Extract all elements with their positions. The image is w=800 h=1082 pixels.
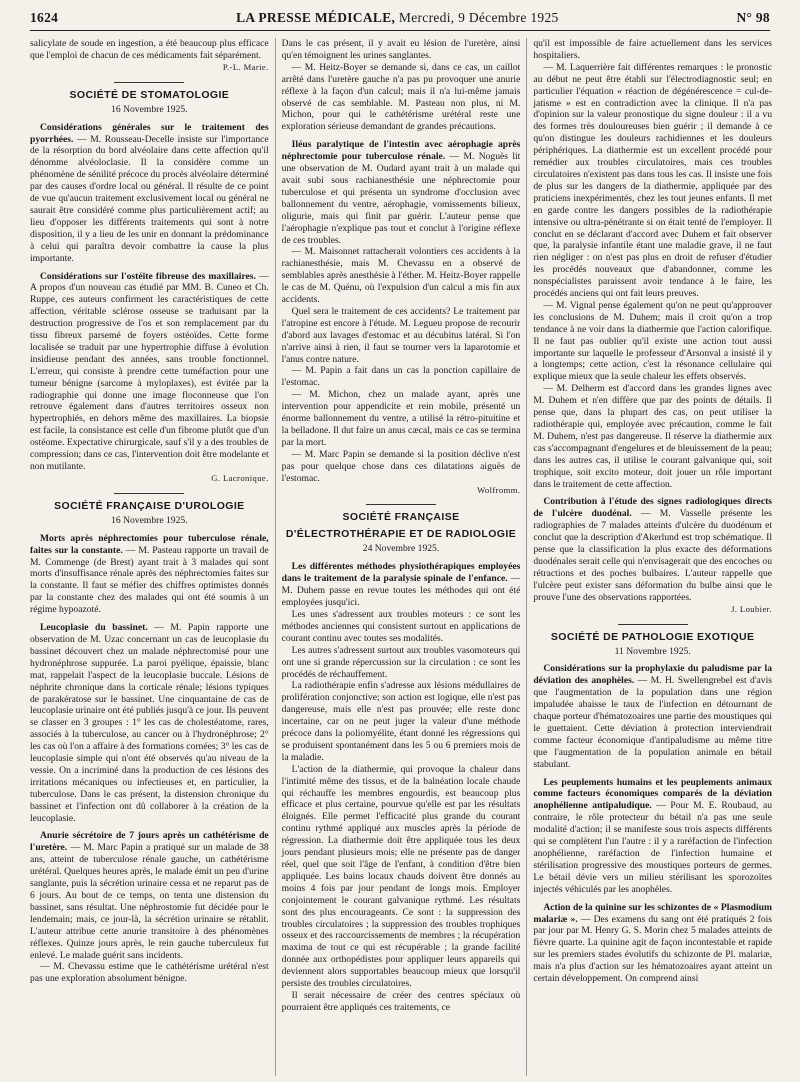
section-date: 16 Novembre 1925. xyxy=(111,103,188,115)
subheading: Iléus paralytique de l'intestin avec aérophagie après néphrectomie pour tuberculose rénale. xyxy=(281,139,521,163)
subheading: Leucoplasie du bassinet. xyxy=(40,622,148,634)
paragraph xyxy=(30,830,269,961)
section-date: 24 Novembre 1925. xyxy=(362,543,440,555)
paragraph: — M. Papin a fait dans un cas la ponction capillaire de l'estomac. xyxy=(281,365,521,389)
paragraph xyxy=(30,533,269,616)
paragraph: — M. Marc Papin se demande si la position déclive n'est pas pour quelque chose dans ces dilatations aiguës de l'estomac. xyxy=(281,448,521,484)
signature: G. Lacronique. xyxy=(211,472,269,483)
journal-name: LA PRESSE MÉDICALE, xyxy=(236,10,396,25)
column-right xyxy=(526,38,772,1076)
paragraph: Les autres s'adressent surtout aux troubles vasomoteurs qui ont une si grande répercussion sur la circulation : ce sont les procédés de réchauffement. xyxy=(281,644,521,680)
paragraph-body: — Des examens du sang ont été pratiqués 2 fois par jour par M. Henry G. S. Morin chez 5 malades atteints de fièvre quarte. La quinine agit de façon incontestable et rapide sur les premiers stades évolutifs du schizonte de Pl. malariæ, mais n'a plus d'action sur les hématozoaires ayant atteint un certain développement. On comprend ainsi xyxy=(533,913,772,985)
paragraph-body: — Pour M. E. Roubaud, au contraire, le rôle protecteur du bétail n'a pas une seule modalité d'action; il se manifeste sous trois aspects différents qui se complètent l'un l'autre : il y a raréfaction de l'infection anophélienne, raréfaction de l'infection humaine et stérilisation progressive des moustiques porteurs de germes. Le bétail dévie vers un milieu stérilisant les sporozoïtes injectés véhiculés par les anophèles. xyxy=(533,800,772,895)
signature: J. Loubier. xyxy=(731,603,772,614)
journal-title-line xyxy=(236,10,559,26)
subheading: Action de la quinine sur les schizontes de « Plasmodium malariæ ». xyxy=(533,901,772,925)
page-number: 1624 xyxy=(30,10,59,25)
paragraph: Dans le cas présent, il y avait eu lésion de l'uretère, ainsi qu'en témoignent les urines sanglantes. xyxy=(281,38,521,61)
paragraph-body: — M. Rousseau-Decelle insiste sur l'importance de la résorption du bord alvéolaire dans cette affection qu'il dénomme alvéoloclasie. Il la considère comme un phénomène de sénilité précoce du procès alvéolaire déterminé par des causes d'ordre local ou général. Il résulte de ce point de vue qu'aucun traitement exclusivement local ou général ne saurait être considéré comme plus particulièrement actif; au lieu d'opposer les différents traitements qui sont à notre disposition, il y a lieu de les unir en donnant la prédominance à celui qui paraîtra devoir combattre la cause la plus importante. xyxy=(30,133,269,264)
paragraph: — M. Heitz-Boyer se demande si, dans ce cas, un caillot arrêté dans l'uretère gauche n'a pas pu provoquer une anurie réflexe à la façon d'un calcul; mais il n'a lui-même jamais observé de cas semblable. M. Pasteau non plus, ni M. Michon, pour qui le cathétérisme urétéral reste une exploration sérieuse demandant de grandes précautions. xyxy=(281,61,521,133)
subheading: Les différentes méthodes physiothérapiques employées dans le traitement de la paralysie spinale de l'enfance. xyxy=(281,561,521,585)
paragraph-body: — M. Duhem passe en revue toutes les méthodes qui ont été employées jusqu'ici. xyxy=(281,573,521,609)
section-title: SOCIÉTÉ DE STOMATOLOGIE xyxy=(69,88,230,101)
paragraph: qu'il est impossible de faire actuellement dans les services hospitaliers. xyxy=(533,38,772,61)
paragraph: — M. Michon, chez un malade ayant, après une intervention pour appendicite et rein mobile, présenté un énorme ballonnement du ventre, a utilisé la rétro-pituitine et la belladone. Il dut faire un anus cæcal, mais ce cas se termina par la mort. xyxy=(281,389,521,448)
paragraph: Il serait nécessaire de créer des centres spéciaux où pourraient être appliqués ces traitements, ce xyxy=(281,989,521,1013)
paragraph: — M. Maisonnet rattacherait volontiers ces accidents à la rachianesthésie, mais M. Chevassu en a observé de semblables après anesthésie à l'éther. M. Heitz-Boyer rappelle le cas de M. Quénu, où l'expulsion d'un calcul a mis fin aux accidents. xyxy=(281,246,521,306)
paragraph-body: — M. Marc Papin a pratiqué sur un malade de 38 ans, atteint de tuberculose rénale gauche, un cathétérisme urétéral. Quelques heures après, le malade émit un peu d'urine sanglante, puis la sécrétion urinaire cessa et ne reparut pas de 6 jours. Au bout de ce temps, on tenta une distension du bassinet, sans résultat. Une néphrostomie fut décidée pour le lendemain; mais, ce jour-là, la sécrétion urinaire se rétablit. L'auteur attribue cette anurie transitoire à des phénomènes réflexes. Quinze jours après, le rein gauche tuberculeux fut enlevé. Le malade guérit sans incidents. xyxy=(30,842,269,961)
column-middle xyxy=(275,38,521,1076)
paragraph xyxy=(30,122,269,265)
issue-date: Mercredi, 9 Décembre 1925 xyxy=(398,10,559,25)
issue-number: N° 98 xyxy=(736,10,770,25)
signature: Wolfromm. xyxy=(477,484,521,495)
column-left xyxy=(30,38,269,1076)
paragraph-body: — M. Papin rapporte une observation de M. Uzac concernant un cas de leucoplasie du bassinet découvert chez un malade néphrectomisé pour une hydronéphrose suppurée. La paroi pyélique, épaissie, blanc mat, rappelait l'aspect de la leucoplasie buccale. Lésions de néphrite chronique dans la corticale rénale; lésions typiques de parakératose sur le bassinet. Une cinquantaine de cas de leucoplasie urinaire ont été publiés jusqu'à ce jour. Ils peuvent se classer en 3 groupes : 1° les cas de cholestéatome, rares, associés à la tuberculose, au cancer ou à l'hydronéphrose; 2° les cas où l'on a affaire à des formations cornées; 3° les cas de leucoplasie simple qui n'ont été observés qu'au niveau de la vessie. On a incriminé dans la production de ces lésions des irritations mécaniques ou infectieuses et, en particulier, la tuberculose. Dans le cas présent, la distension chronique du bassinet et l'infection ont dû collaborer à la création de la leucoplasie. xyxy=(30,622,269,824)
subheading: Morts après néphrectomies pour tuberculose rénale, faites sur la constante. xyxy=(30,532,269,556)
article-columns xyxy=(30,38,772,1076)
paragraph: Quel sera le traitement de ces accidents? Le traitement par l'atropine est encore à l'étude. M. Legueu propose de recourir d'abord aux lavages d'estomac et au décubitus latéral. Si l'on n'arrive ainsi à rien, il faut se tourner vers la laparotomie et l'anus contre nature. xyxy=(281,305,521,365)
paragraph-body: — M. Vasselle présente les radiographies de 7 malades atteints d'ulcère du duodénum et conclut que la description d'Akerlund est trop schématique. Il pense que la classification la plus exacte des déformations duodénales serait celle qui n'envisagerait que des encoches ou rétractions et des poches bulbaires. L'auteur rappelle que l'ulcère peut exister sans déformation du bulbe ainsi que le prouve l'une des observations rapportées. xyxy=(533,508,772,603)
signature: P.-L. Marie. xyxy=(222,61,269,72)
paragraph: — M. Chevassu estime que le cathétérisme urétéral n'est pas une exploration absolument bénigne. xyxy=(30,961,269,985)
divider xyxy=(114,493,184,494)
paragraph-body: — M. Noguès lit une observation de M. Oudard ayant trait à un malade qui avait subi sous rachianesthésie une néphrectomie pour tuberculose et qui présenta un syndrome d'occlusion avec ballonnement du ventre, aérophagie, vomissements bilieux, oligurie, mais qui finit par guérir. L'auteur pense que l'aérophagie n'explique pas tout et conclut à l'origine réflexe de ces troubles. xyxy=(281,151,521,246)
section-title: SOCIÉTÉ DE PATHOLOGIE EXOTIQUE xyxy=(550,630,755,643)
section-date: 11 Novembre 1925. xyxy=(614,645,691,657)
paragraph: La radiothérapie enfin s'adresse aux lésions médullaires de prolifération conjonctive; son action est logique, elle n'est pas dangereuse, mais elle n'est pas prouvée; elle reste donc incertaine, car on ne peut juger la valeur d'une méthode précoce dans la poliomyélite, étant donné les régressions qui se produisent spontanément dans les 5 ou 6 premiers mois de la maladie. xyxy=(281,680,521,763)
paragraph: L'action de la diathermie, qui provoque la chaleur dans l'intimité même des tissus, et de la balnéation locale chaude qui réchauffe les membres engourdis, est beaucoup plus efficace et plus certaine, pourvue qu'elle est par les résultats éloignés. Elle permet l'efficacité plus grande du courant continu rythmé appliqué aux muscles après la période de régression. La diathermie doit être appliquée tous les deux jours pendant plusieurs mois; elle ne présente pas de danger réel, quel que soit l'âge de l'enfant, à condition d'être bien appliquée. Les bains locaux chauds doivent être donnés au moins 4 fois par jour pendant de longs mois. Employer conjointement le courant galvanique rythmé. Les résultats sont des plus encourageants. Ce sont : la suppression des troubles circulatoires ; la suppression des troubles trophiques osseux et des raccourcissements de membres ; la récupération maxima de tout ce qui est récupérable ; la grande facilité donnée aux orthopédistes pour appliquer leurs appareils qui deviennent alors supportables beaucoup mieux que lorsqu'il persiste des troubles circulatoires. xyxy=(281,763,521,990)
paragraph-body: — M. H. Swellengrebel est d'avis que l'augmentation de la population dans une région impaludée abaisse le taux de l'infection en détournant de chaque porteur d'hématozoaires une partie des moustiques qui le guettaient. Cette déviation à protection interviendrait comme facteur économique d'antipaludisme au même titre que l'augmentation de la population animale en bétail stabulant. xyxy=(533,675,772,770)
paragraph xyxy=(533,777,772,896)
paragraph: salicylate de soude en ingestion, a été beaucoup plus efficace que l'emploi de chacun de ces médicaments fait séparément. xyxy=(30,38,269,61)
divider xyxy=(366,504,436,505)
subheading: Considérations générales sur le traitement des pyorrhées. xyxy=(30,121,269,145)
section-title: D'ÉLECTROTHÉRAPIE ET DE RADIOLOGIE xyxy=(285,528,517,541)
paragraph xyxy=(533,496,772,603)
paragraph: — M. Delherm est d'accord dans les grandes lignes avec M. Duhem et n'en diffère que par des points de détails. Il pense que, dans la plupart des cas, on peut utiliser la radiothérapie qui, employée avec précaution, comme le fait M. Duhem, n'est pas dangereuse. Il réserve la diathermie aux cas s'accompagnant d'engelures et de bleuissement de la peau; dans les autres cas, il utilise le courant galvanique qui, soit trophique, soit excito moteur, doit jouer un rôle important dans le traitement de cette affection. xyxy=(533,383,772,490)
page-header xyxy=(30,6,770,31)
paragraph xyxy=(282,561,521,609)
paragraph xyxy=(533,663,772,770)
section-title: SOCIÉTÉ FRANÇAISE xyxy=(342,511,460,524)
subheading: Considérations sur l'ostéite fibreuse des maxillaires. xyxy=(40,270,256,282)
divider xyxy=(114,82,184,83)
paragraph xyxy=(533,902,772,985)
paragraph: Les unes s'adressent aux troubles moteurs : ce sont les méthodes anciennes qui consistent surtout en applications de courant continu avec toutes ses modalités. xyxy=(281,608,521,644)
subheading: Anurie sécrétoire de 7 jours après un cathétérisme de l'uretère. xyxy=(30,830,269,854)
subheading: Les peuplements humains et les peuplements animaux comme facteurs économiques comparés de la déviation anophélienne antipaludique. xyxy=(533,776,772,812)
paragraph-body: — A propos d'un nouveau cas étudié par MM. B. Cuneo et Ch. Ruppe, ces auteurs confirment les caractéristiques de cette affection, véritable sclérose osseuse se traduisant par la destruction progressive de l'os et son remplacement par du tissu fibreux parsemé de foyers ostéoïdes. Cette forme localisée se traduit par une hypertrophie diffuse à évolution insidieuse pendant des années, sans trouble fonctionnel. L'erreur, qui consiste à prendre cette tuméfaction pour une tumeur bénigne (sarcome à myloplaxes), est évitée par la radiographie qui donne une image floconneuse que l'on retrouve également dans d'autres territoires osseux non hypertrophiés, en dehors même des maxillaires. La biopsie est facile, la consistance est celle d'un fibrome plutôt que d'un ostéome. Expectative chirurgicale, sauf s'il y a des troubles de compression; dans ce cas, l'intervention doit être modelante et non mutilante. xyxy=(30,270,269,472)
section-date: 16 Novembre 1925. xyxy=(111,514,188,526)
section-title: SOCIÉTÉ FRANÇAISE D'UROLOGIE xyxy=(54,499,245,512)
subheading: Considérations sur la prophylaxie du paludisme par la déviation des anophèles. xyxy=(533,663,772,687)
subheading: Contribution à l'étude des signes radiologiques directs de l'ulcère duodénal. xyxy=(533,496,772,520)
divider xyxy=(618,624,688,625)
paragraph: — M. Laquerrière fait différentes remarques : le pronostic au début ne peut être établi sur l'électrodiagnostic seul; en particulier l'équation « réaction de dégénérescence = cul-de-jatisme » est en contradiction avec la clinique. Il n'a pas d'opinion sur la valeur pronostique du signe douleur : il a vu des formes très douloureuses bien guérir ; il demande à ce qu'on distingue les douleurs rachidiennes et les douleurs périphériques. La diathermie est un excellent procédé pour remédier aux troubles circulatoires, mais ces troubles circulatoires n'existent pas dans tous les cas. Il insiste une fois de plus sur les dangers de la diathermie, appliquée par des praticiens inexpérimentés, chez les tout jeunes enfants. Il met en garde contre les dangers possibles de la radiothérapie intensive ou ultra-pénétrante si on était tenté de l'employer. Il conclut en se déclarant d'accord avec Duhem et fait observer que, la paralysie infantile étant une maladie grave, il ne faut rien négliger : on n'est pas plus en droit de refuser d'étudier les procédés nouveaux que d'abandonner, comme les nonspécialistes paraissent avoir tendance à le faire, les procédés anciens qui ont fait leurs preuves. xyxy=(533,61,772,300)
paragraph xyxy=(282,139,521,246)
paragraph-body: — M. Pasteau rapporte un travail de M. Commenge (de Brest) ayant trait à 3 malades qui sont morts d'insuffisance rénale après des néphrectomies faites sur la constante. Il faut se méfier des chiffres optimistes donnés par la constante chez des malades qui ont été soumis à un régime hypoazoté. xyxy=(30,544,269,616)
paragraph: — M. Vignal pense également qu'on ne peut qu'approuver les conclusions de M. Duhem; mais il croit qu'on a trop tendance à ne voir dans la diathermie que l'action calorifique. Il ne faut pas oublier qu'il existe une action tout aussi importante sur laquelle le professeur d'Arsonval a insisté il y a longtemps; cette action, c'est la résonance cellulaire qui explique mieux que la seule chaleur les effets observés. xyxy=(533,299,772,383)
paragraph xyxy=(30,271,269,473)
paragraph xyxy=(30,622,269,824)
